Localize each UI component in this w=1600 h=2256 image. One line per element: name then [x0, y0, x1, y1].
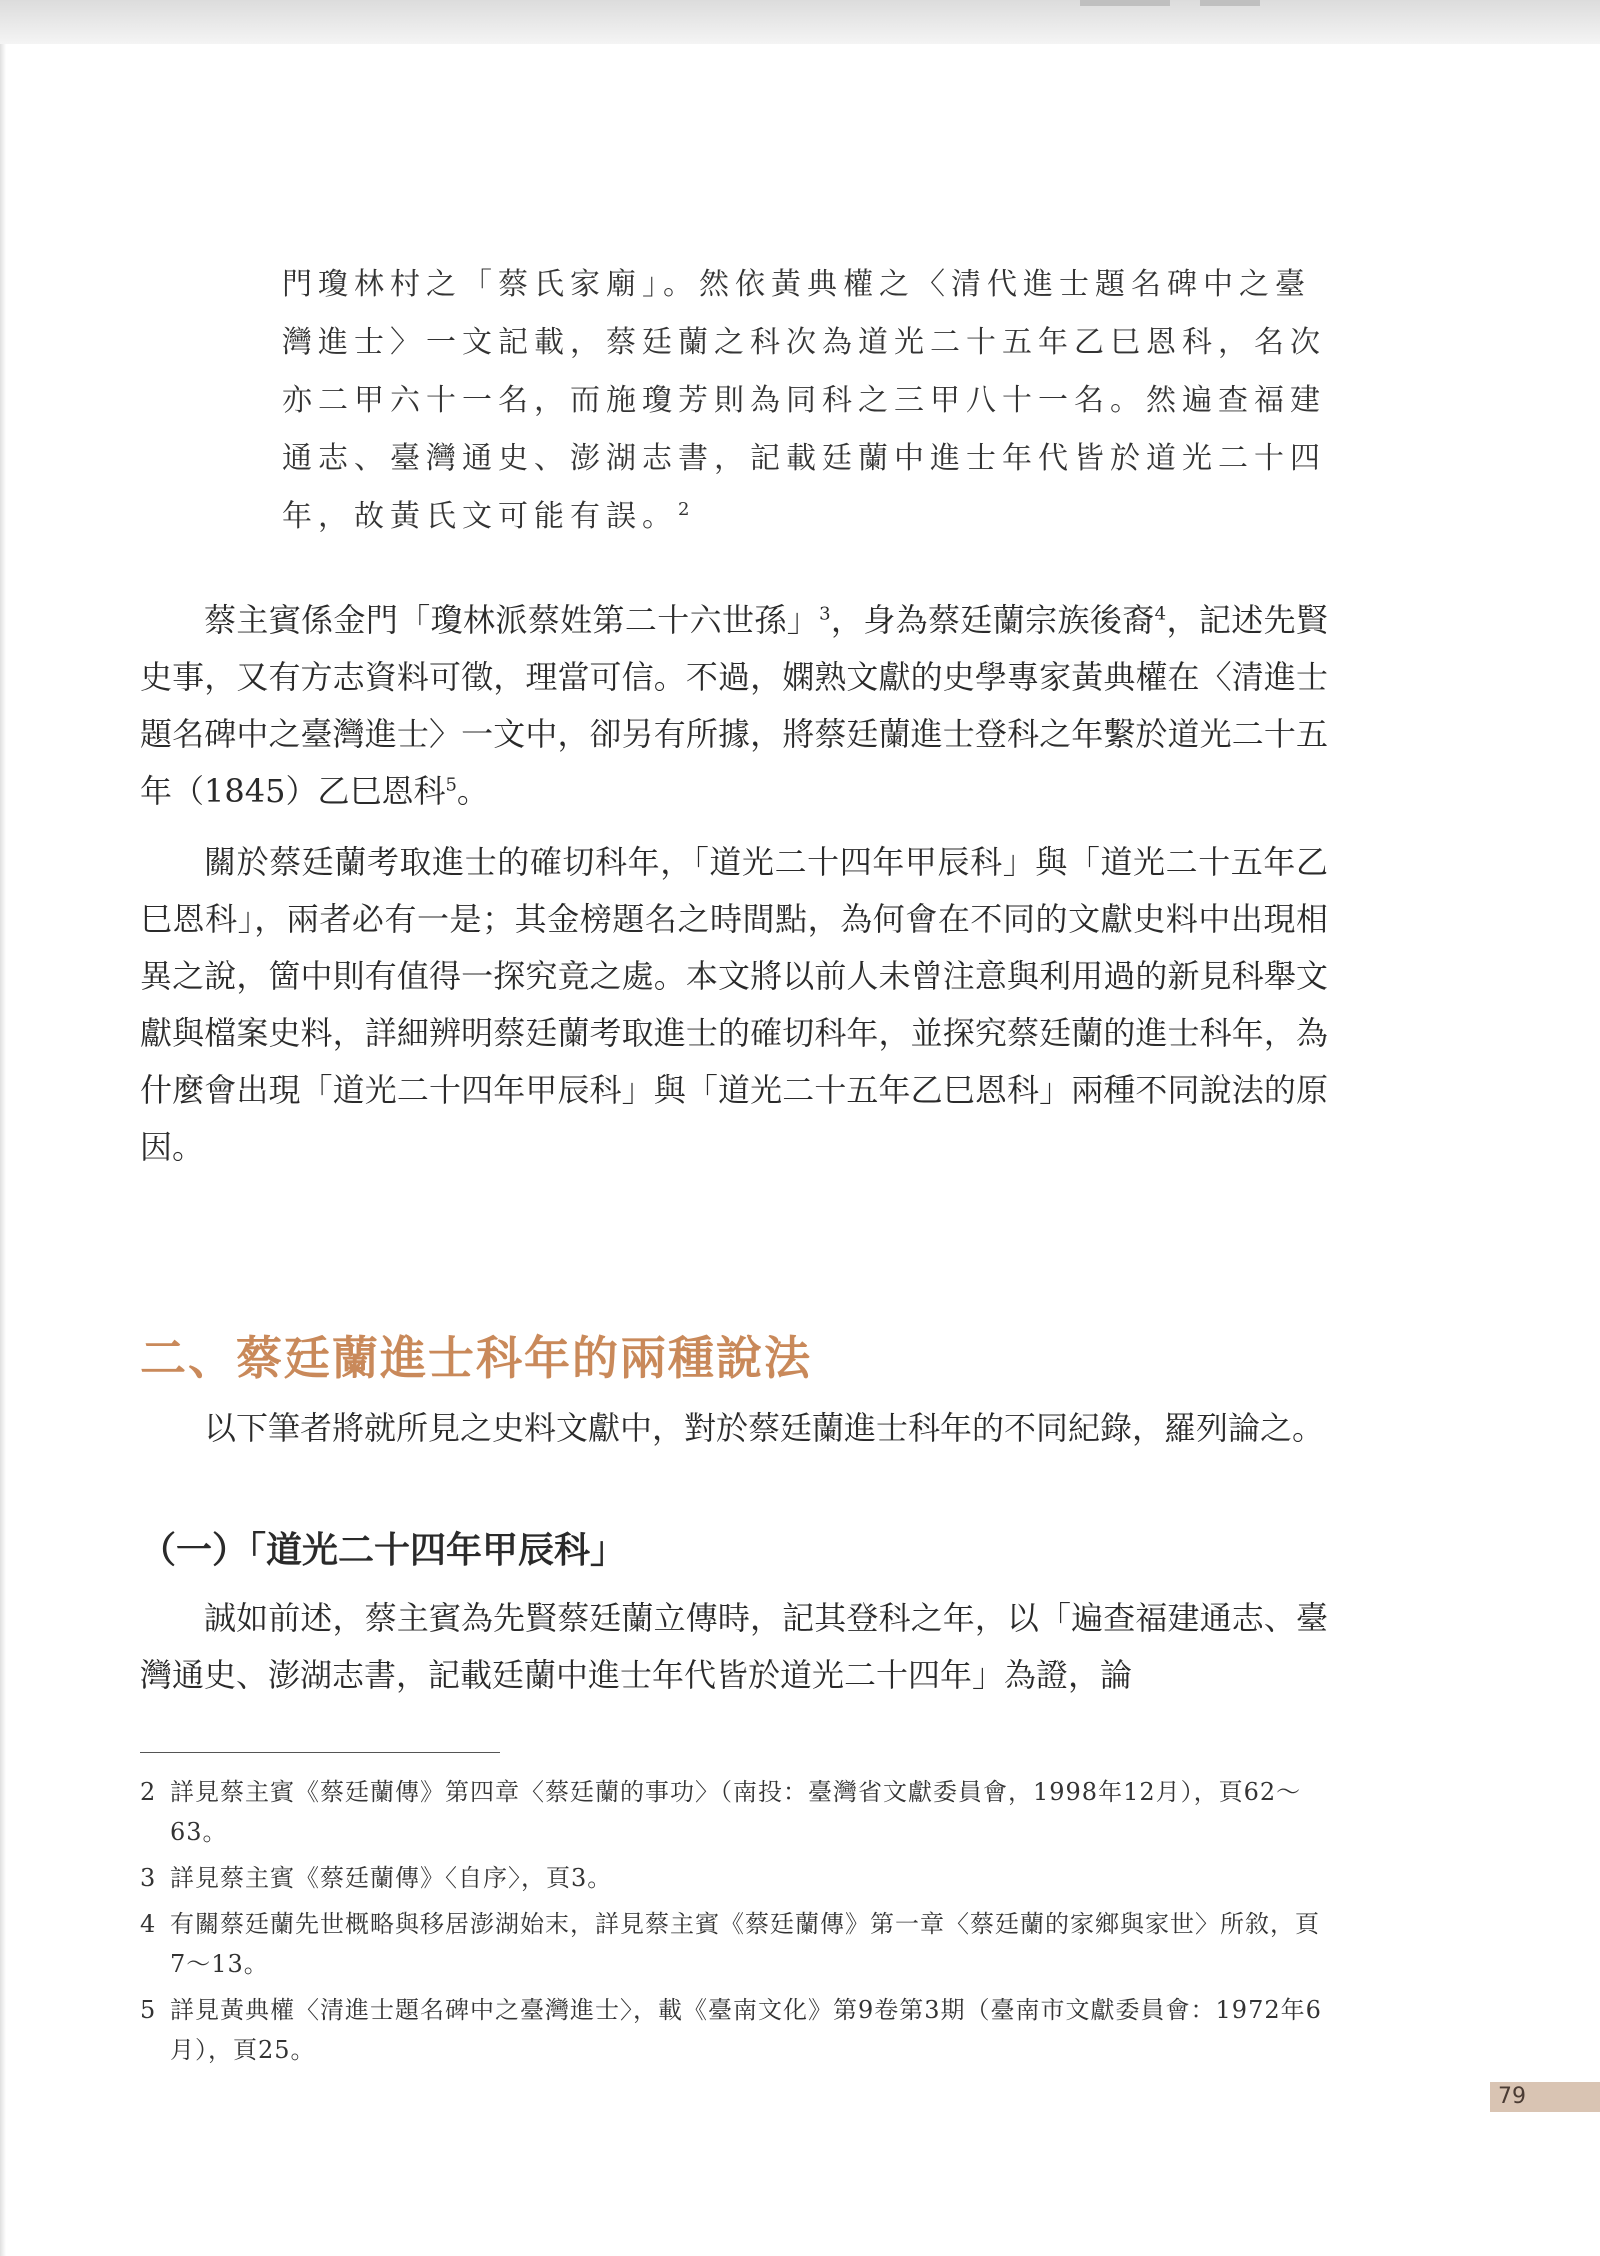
footnotes: [140, 1772, 1330, 2076]
footnote: [140, 1858, 1330, 1898]
paragraph-text: 以下筆者將就所見之史料文獻中，對於蔡廷蘭進士科年的不同紀錄，羅列論之。: [204, 1409, 1325, 1447]
paragraph-text: 關於蔡廷蘭考取進士的確切科年，「道光二十四年甲辰科」與「道光二十五年乙巳恩科」，兩者必有一是；其金榜題名之時間點，為何會在不同的文獻史料中出現相異之說，箇中則有值得一探究竟之處。本文將以前人未曾注意與利用過的新見科舉文獻與檔案史料，詳細辨明蔡廷蘭考取進士的確切科年，並探究蔡廷蘭的進士科年，為什麼會出現「道光二十四年甲辰科」與「道光二十五年乙巳恩科」兩種不同說法的原因。: [140, 843, 1328, 1166]
footnote-number: 4: [140, 1910, 156, 1938]
paragraph-4: [140, 1590, 1328, 1704]
para1-text-d: 。: [456, 772, 489, 810]
footnote-text: 詳見蔡主賓《蔡廷蘭傳》〈自序〉，頁3。: [170, 1864, 613, 1892]
footnote: [140, 1990, 1330, 2070]
sub-heading: （一）「道光二十四年甲辰科」: [140, 1530, 627, 1571]
paragraph-1: [140, 592, 1328, 820]
paragraph-3: [140, 1400, 1328, 1457]
quote-line: [282, 488, 1328, 546]
footnote-number: 3: [140, 1864, 156, 1892]
footnote-ref[interactable]: 3: [819, 603, 831, 625]
para1-text-a: 蔡主賓係金門「瓊林派蔡姓第二十六世孫」: [204, 601, 820, 639]
footnote-text: 有關蔡廷蘭先世概略與移居澎湖始末，詳見蔡主賓《蔡廷蘭傳》第一章〈蔡廷蘭的家鄉與家世〉所敘，頁7～13。: [170, 1910, 1320, 1978]
paragraph-text: 誠如前述，蔡主賓為先賢蔡廷蘭立傳時，記其登科之年，以「遍查福建通志、臺灣通史、澎湖志書，記載廷蘭中進士年代皆於道光二十四年」為證，論: [140, 1599, 1328, 1694]
quote-line: 門瓊林村之「蔡氏家廟」。然依黃典權之〈清代進士題名碑中之臺: [282, 267, 1311, 302]
quote-line: 通志、臺灣通史、澎湖志書，記載廷蘭中進士年代皆於道光二十四: [282, 441, 1326, 476]
footnote-ref[interactable]: 2: [678, 499, 696, 520]
paragraph-2: [140, 834, 1328, 1176]
footnote-ref[interactable]: 5: [445, 774, 457, 796]
page-number: 79: [1490, 2082, 1600, 2112]
footnote: [140, 1904, 1330, 1984]
scan-top-band: [0, 0, 1600, 44]
quote-line: 灣進士〉一文記載，蔡廷蘭之科次為道光二十五年乙巳恩科，名次: [282, 325, 1326, 360]
section-heading: 二、蔡廷蘭進士科年的兩種說法: [140, 1331, 812, 1385]
para1-text-b: ，身為蔡廷蘭宗族後裔: [830, 601, 1155, 639]
para1-text-c: ，記述先賢史事，又有方志資料可徵，理當可信。不過，嫻熟文獻的史學專家黃典權在〈清進士題名碑中之臺灣進士〉一文中，卻另有所據，將蔡廷蘭進士登科之年繫於道光二十五年（1845）乙巳恩科: [140, 601, 1328, 810]
quote-line: 亦二甲六十一名，而施瓊芳則為同科之三甲八十一名。然遍查福建: [282, 383, 1326, 418]
footnote-ref[interactable]: 4: [1154, 603, 1167, 625]
footnote-divider: [140, 1752, 500, 1753]
footnote: [140, 1772, 1330, 1852]
footnote-number: 5: [140, 1996, 156, 2024]
quote-line-text: 年，故黃氏文可能有誤。: [282, 499, 678, 534]
scan-edge: [0, 0, 6, 2256]
block-quote: [282, 256, 1328, 546]
footnote-text: 詳見黃典權〈清進士題名碑中之臺灣進士〉，載《臺南文化》第9卷第3期（臺南市文獻委員會：1972年6月），頁25。: [170, 1996, 1322, 2064]
footnote-text: 詳見蔡主賓《蔡廷蘭傳》第四章〈蔡廷蘭的事功〉（南投：臺灣省文獻委員會，1998年12月），頁62～63。: [170, 1778, 1302, 1846]
footnote-number: 2: [140, 1778, 156, 1806]
